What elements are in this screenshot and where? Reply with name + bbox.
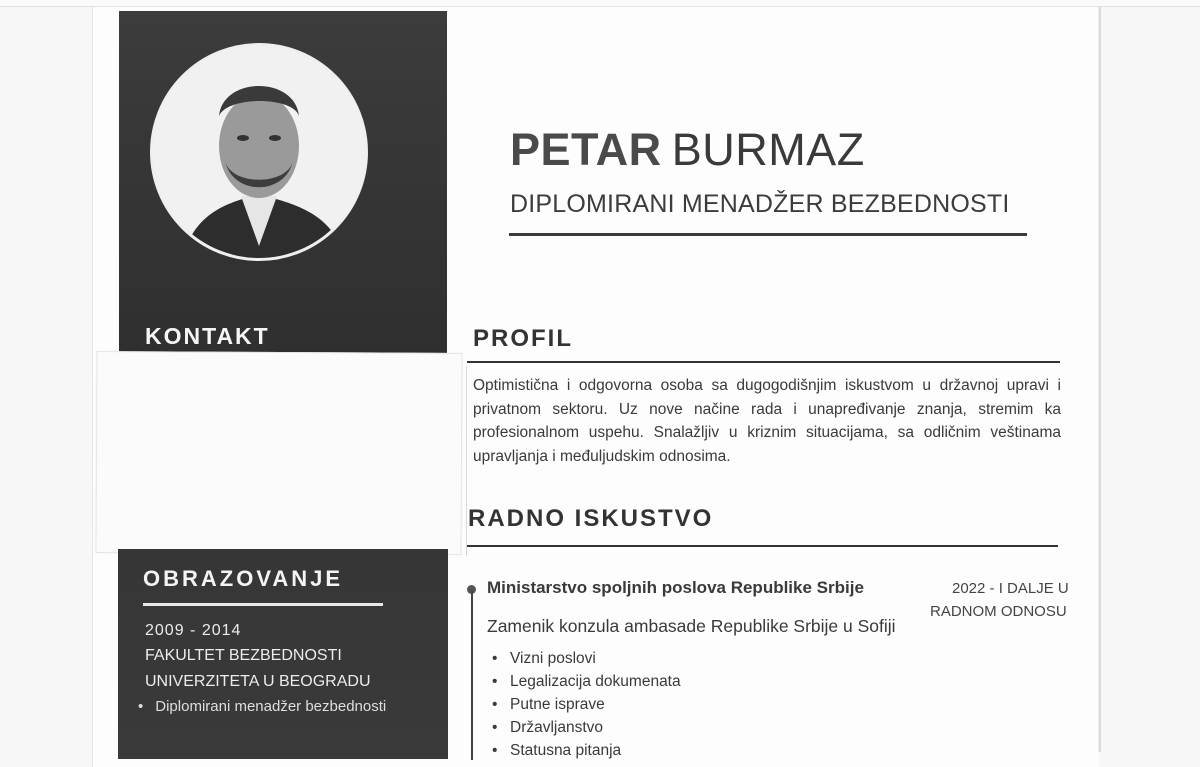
education-heading: OBRAZOVANJE <box>143 566 344 591</box>
viewer-gutter <box>1101 7 1200 752</box>
duty-text: Putne isprave <box>510 696 605 713</box>
duty-text: Legalizacija dokumenata <box>510 673 681 690</box>
experience-heading: RADNO ISKUSTVO <box>468 505 714 532</box>
candidate-title: DIPLOMIRANI MENADŽER BEZBEDNOSTI <box>510 190 1010 218</box>
portrait-icon <box>153 46 365 258</box>
list-item <box>492 739 681 762</box>
job-role: Zamenik konzula ambasade Republike Srbije u Sofiji <box>487 616 896 636</box>
job-date-line2: RADNOM ODNOSU <box>930 603 1067 620</box>
duty-text: Statusna pitanja <box>510 742 622 759</box>
bullet-icon: • <box>492 673 498 690</box>
duty-text: Državljanstvo <box>510 719 604 736</box>
bullet-icon: • <box>492 742 498 759</box>
viewer-top-border <box>0 0 1200 7</box>
bullet-icon: • <box>492 719 498 736</box>
job-organization: Ministarstvo spoljnih poslova Republike Srbije <box>487 578 864 597</box>
list-item <box>492 716 681 739</box>
candidate-name <box>510 124 865 176</box>
education-divider <box>143 603 383 606</box>
job-duties-list <box>492 647 681 762</box>
patch-edge-shadow <box>466 366 467 556</box>
job-date-line1: 2022 - I DALJE U <box>952 580 1069 597</box>
list-item <box>492 647 681 670</box>
experience-divider <box>467 545 1058 547</box>
education-years: 2009 - 2014 <box>145 622 242 639</box>
profile-divider <box>467 361 1060 363</box>
profile-text: Optimistična i odgovorna osoba sa dugogodišnjim iskustvom u državnoj upravi i privatnom sektoru. Uz nove načine rada i unapređivanje znanja, stremim ka profesionalnom uspehu. Snalažljiv u kriznim situacijama, sa odličnim veštinama upravljanja i međuljudskim odnosima. <box>473 377 1061 465</box>
timeline-line <box>471 590 473 760</box>
bullet-icon: • <box>492 696 498 713</box>
education-degree <box>138 698 386 715</box>
profile-heading: PROFIL <box>473 325 573 352</box>
education-school-line1: FAKULTET BEZBEDNOSTI <box>145 647 342 664</box>
first-name: PETAR <box>510 124 662 175</box>
duty-text: Vizni poslovi <box>510 650 596 667</box>
contact-heading: KONTAKT <box>145 323 270 349</box>
title-divider <box>509 233 1027 236</box>
bullet-icon: • <box>138 698 144 715</box>
list-item <box>492 670 681 693</box>
bullet-icon: • <box>492 650 498 667</box>
profile-photo <box>150 43 368 261</box>
redacted-contact-area <box>95 351 462 555</box>
last-name: BURMAZ <box>671 124 865 175</box>
education-degree-text: Diplomirani menadžer bezbednosti <box>155 698 387 715</box>
education-school-line2: UNIVERZITETA U BEOGRADU <box>145 673 371 690</box>
list-item <box>492 693 681 716</box>
